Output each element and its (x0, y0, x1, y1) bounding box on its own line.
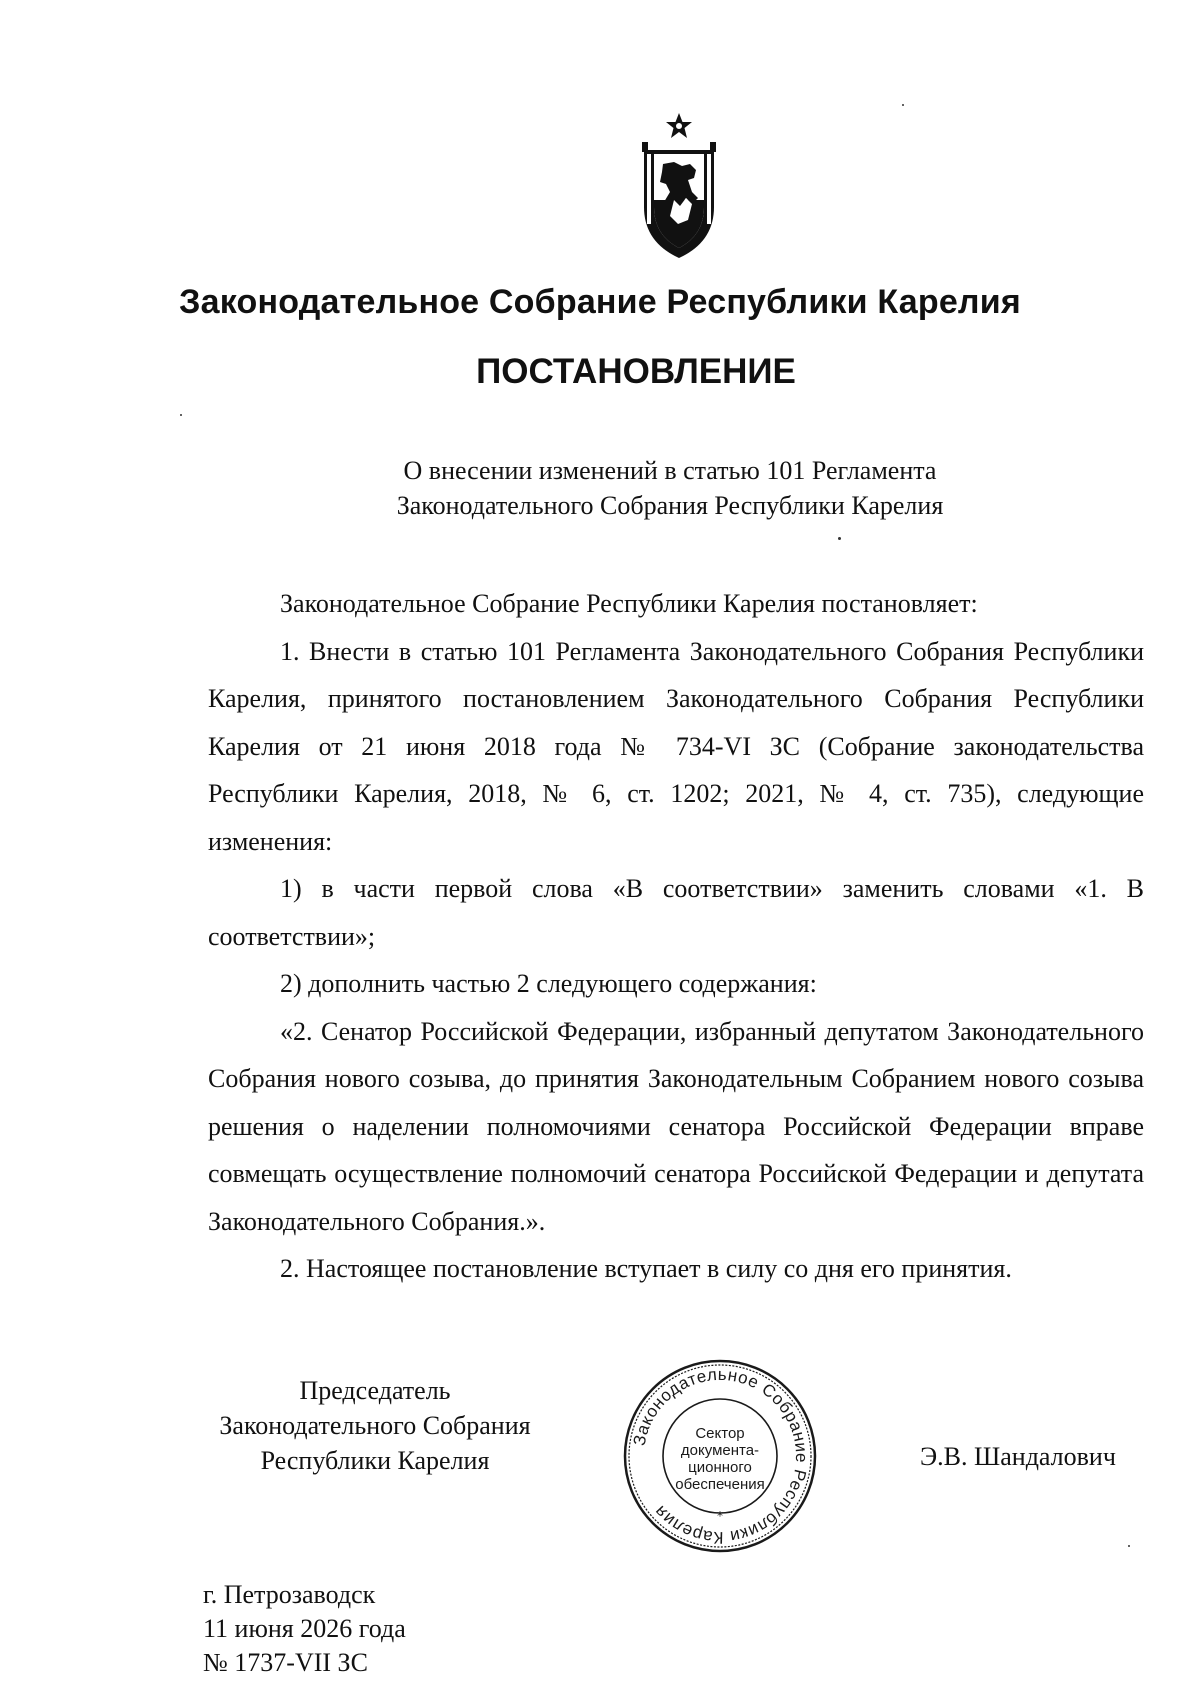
subject-line-2: Законодательного Собрания Республики Карелия (396, 491, 944, 520)
subject-line-1: О внесении изменений в статью 101 Регламента (403, 456, 937, 485)
signer-title-line-3: Республики Карелия (260, 1446, 490, 1475)
item-1-paragraph: 1. Внести в статью 101 Регламента Законодательного Собрания Республики Карелия, принятого постановлением Законодательного Собрания Республики Карелия от 21 июня 2018 года № 734-VI ЗС (Собрание законодательства Республики Карелия, 2018, № 6, ст. 1202; 2021, № 4, ст. 735), следующие изменения: (208, 636, 1144, 856)
scan-speck (838, 537, 841, 540)
document-type: ПОСТАНОВЛЕНИЕ (476, 352, 796, 391)
scan-speck (902, 104, 904, 106)
organization-title: Законодательное Собрание Республики Карелия (179, 283, 1021, 321)
document-subject (300, 453, 1040, 523)
document-body (208, 580, 1144, 1293)
subitem-2-paragraph: 2) дополнить частью 2 следующего содержания: (280, 969, 817, 998)
quoted-amendment-paragraph: «2. Сенатор Российской Федерации, избранный депутатом Законодательного Собрания нового созыва, до принятия Законодательным Собранием нового созыва решения о наделении полномочиями сенатора Российской Федерации вправе совмещать осуществление полномочий сенатора Российской Федерации и депутата Законодательного Собрания.». (208, 1016, 1144, 1236)
stamp-ring-text: Законодательное Собрание Республики Карелия (629, 1364, 812, 1548)
document-date: 11 июня 2026 года (203, 1614, 406, 1643)
signer-title (200, 1373, 550, 1478)
coat-of-arms-icon (630, 112, 728, 262)
round-seal-icon (622, 1358, 818, 1554)
scan-speck (1128, 1545, 1130, 1547)
signer-name: Э.В. Шандалович (920, 1442, 1116, 1471)
document-city: г. Петрозаводск (203, 1580, 376, 1609)
stamp-center-line-3: ционного (688, 1459, 752, 1476)
document-place-date-number (203, 1578, 406, 1680)
item-2-paragraph: 2. Настоящее постановление вступает в силу со дня его принятия. (280, 1254, 1012, 1283)
subitem-1-paragraph: 1) в части первой слова «В соответствии» заменить словами «1. В соответствии»; (208, 874, 1144, 951)
scan-speck (180, 414, 182, 416)
intro-paragraph: Законодательное Собрание Республики Карелия постановляет: (280, 589, 978, 618)
document-number: № 1737-VII ЗС (203, 1648, 368, 1677)
stamp-center-line-4: обеспечения (675, 1476, 765, 1493)
stamp-center-line-2: документа- (680, 1442, 760, 1459)
svg-text:*: * (717, 1509, 723, 1523)
signer-title-line-1: Председатель (299, 1376, 451, 1405)
stamp-center-line-1: Сектор (695, 1425, 745, 1442)
signer-title-line-2: Законодательного Собрания (219, 1411, 531, 1440)
